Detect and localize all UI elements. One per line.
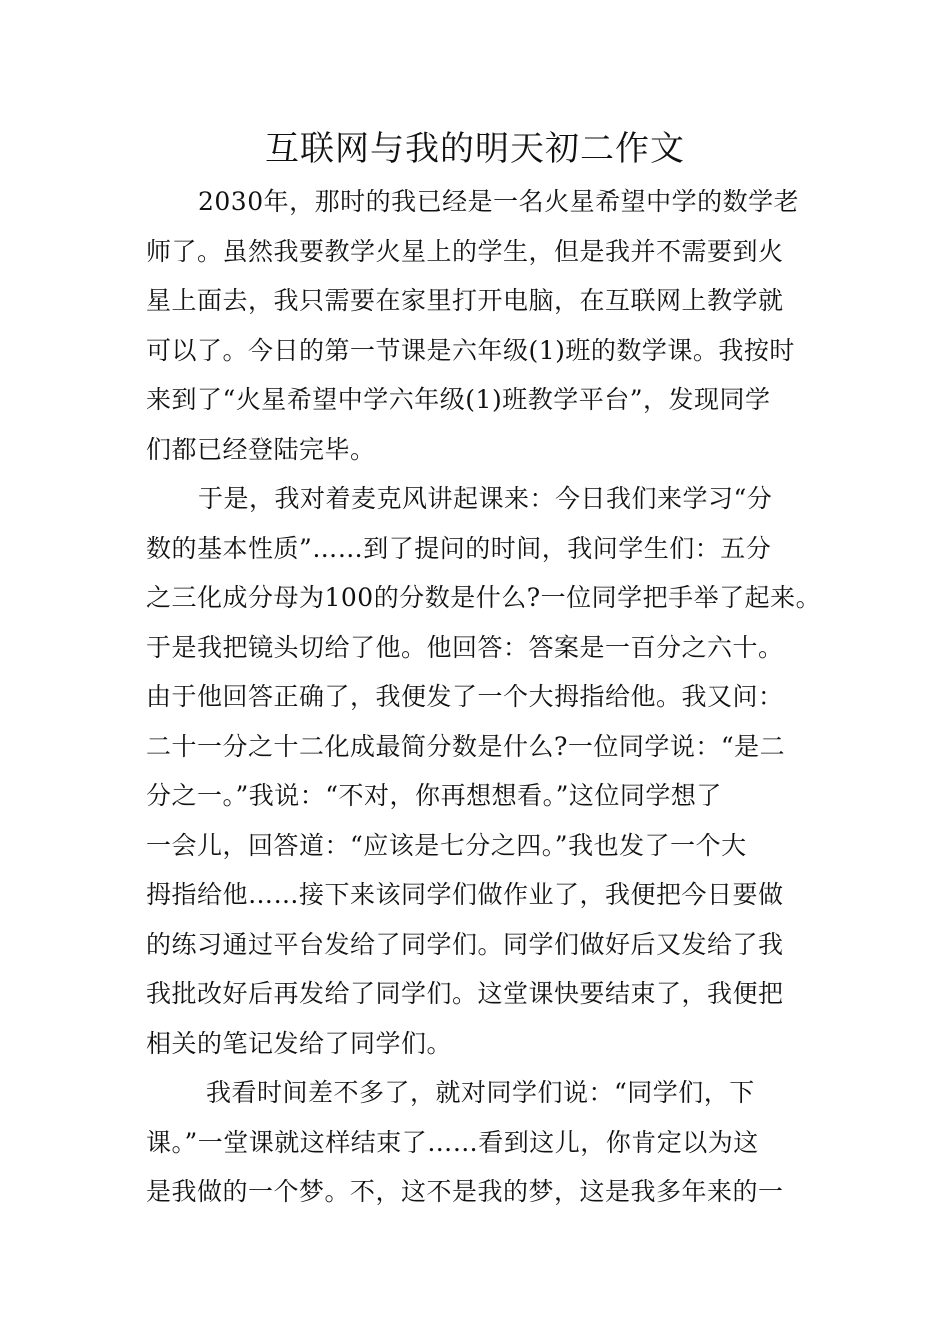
text-line: 由于他回答正确了，我便发了一个大拇指给他。我又问：: [146, 682, 784, 711]
text-line: 一会儿，回答道：“应该是七分之四。”我也发了一个大: [146, 830, 747, 860]
text-line: 拇指给他……接下来该同学们做作业了，我便把今日要做: [146, 880, 784, 909]
text-line: 二十一分之十二化成最简分数是什么?一位同学说：“是二: [146, 731, 786, 761]
text-line: 的练习通过平台发给了同学们。同学们做好后又发给了我: [146, 929, 784, 959]
text-line: 数的基本性质”……到了提问的时间，我问学生们：五分: [146, 533, 772, 563]
text-line: 分之一。”我说：“不对，你再想想看。”这位同学想了: [146, 781, 722, 810]
text-line: 相关的笔记发给了同学们。: [146, 1028, 453, 1058]
text-line: 2030年，那时的我已经是一名火星希望中学的数学老: [198, 187, 800, 216]
text-line: 于是，我对着麦克风讲起课来：今日我们来学习“分: [198, 484, 773, 513]
text-line: 之三化成分母为100的分数是什么?一位同学把手举了起来。: [146, 583, 822, 612]
document-title: 互联网与我的明天初二作文: [265, 129, 685, 169]
text-line: 师了。虽然我要教学火星上的学生，但是我并不需要到火: [146, 236, 784, 266]
text-line: 星上面去，我只需要在家里打开电脑，在互联网上教学就: [146, 286, 784, 315]
text-line: 是我做的一个梦。不，这不是我的梦，这是我多年来的一: [146, 1177, 784, 1206]
text-line: 来到了“火星希望中学六年级(1)班教学平台”，发现同学: [146, 385, 771, 414]
text-line: 可以了。今日的第一节课是六年级(1)班的数学课。我按时: [146, 335, 795, 365]
text-line: 课。”一堂课就这样结束了……看到这儿，你肯定以为这: [146, 1127, 759, 1157]
document-body: [146, 177, 822, 1217]
text-line: 于是我把镜头切给了他。他回答：答案是一百分之六十。: [146, 632, 784, 662]
text-line: 们都已经登陆完毕。: [146, 434, 376, 464]
text-line: 我看时间差不多了，就对同学们说：“同学们，下: [206, 1078, 755, 1107]
text-line: 我批改好后再发给了同学们。这堂课快要结束了，我便把: [146, 979, 784, 1008]
